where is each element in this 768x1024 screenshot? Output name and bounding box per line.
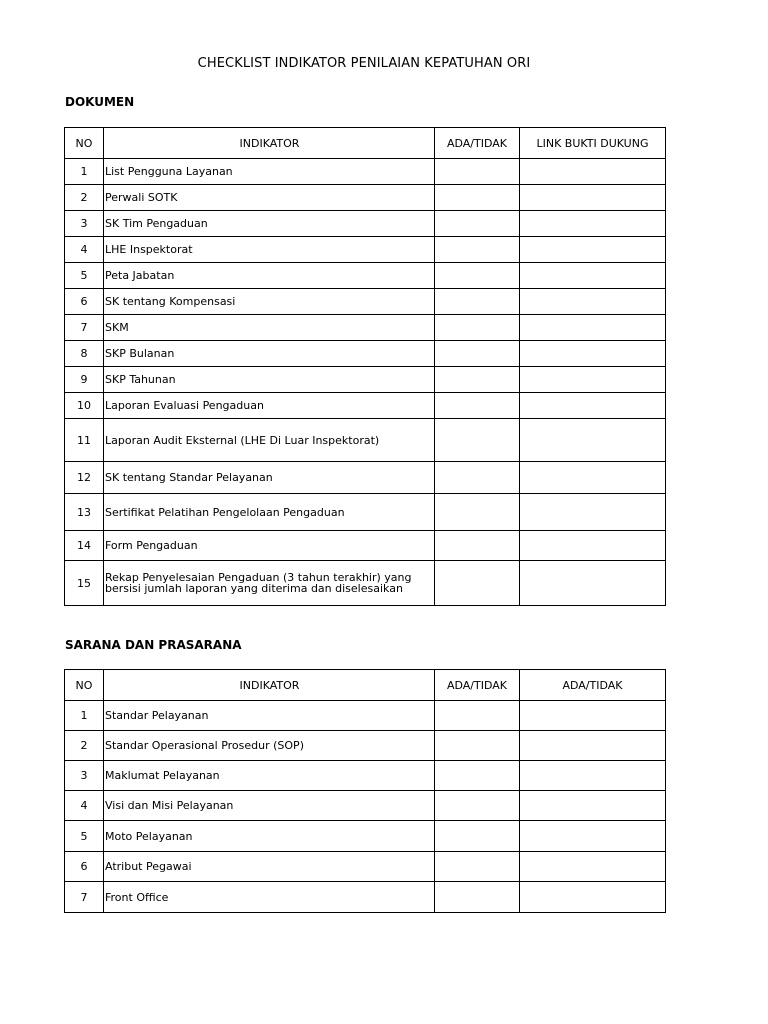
row-link-cell[interactable] — [520, 315, 666, 341]
section-title-sarana: SARANA DAN PRASARANA — [65, 638, 242, 652]
table-row — [65, 159, 666, 185]
row-no: 2 — [65, 185, 104, 211]
row-ada-tidak-cell[interactable] — [435, 494, 520, 531]
row-link-cell[interactable] — [520, 341, 666, 367]
row-no: 11 — [65, 419, 104, 462]
row-link-cell[interactable] — [520, 159, 666, 185]
row-link-cell[interactable] — [520, 393, 666, 419]
row-ada-tidak-cell-2[interactable] — [520, 882, 666, 913]
table-row — [65, 185, 666, 211]
row-ada-tidak-cell[interactable] — [435, 393, 520, 419]
table-row — [65, 419, 666, 462]
table-row — [65, 791, 666, 821]
row-no: 13 — [65, 494, 104, 531]
header-link-bukti: LINK BUKTI DUKUNG — [520, 128, 666, 159]
row-no: 5 — [65, 821, 104, 852]
header-ada-tidak: ADA/TIDAK — [435, 670, 520, 701]
row-ada-tidak-cell[interactable] — [435, 791, 520, 821]
table-row — [65, 701, 666, 731]
row-no: 3 — [65, 761, 104, 791]
section-title-dokumen: DOKUMEN — [65, 95, 135, 109]
row-ada-tidak-cell[interactable] — [435, 367, 520, 393]
row-indikator: LHE Inspektorat — [104, 237, 435, 263]
row-indikator: SKP Bulanan — [104, 341, 435, 367]
row-link-cell[interactable] — [520, 367, 666, 393]
row-no: 1 — [65, 159, 104, 185]
row-indikator: Standar Operasional Prosedur (SOP) — [104, 731, 435, 761]
row-no: 15 — [65, 561, 104, 606]
row-indikator: Form Pengaduan — [104, 531, 435, 561]
row-ada-tidak-cell-2[interactable] — [520, 731, 666, 761]
row-no: 12 — [65, 462, 104, 494]
row-indikator: Rekap Penyelesaian Pengaduan (3 tahun terakhir) yang bersisi jumlah laporan yang diterima dan diselesaikan — [104, 561, 435, 606]
row-indikator: Maklumat Pelayanan — [104, 761, 435, 791]
row-no: 3 — [65, 211, 104, 237]
row-ada-tidak-cell[interactable] — [435, 852, 520, 882]
table-row — [65, 393, 666, 419]
row-no: 7 — [65, 315, 104, 341]
row-ada-tidak-cell[interactable] — [435, 185, 520, 211]
row-indikator: Sertifikat Pelatihan Pengelolaan Pengaduan — [104, 494, 435, 531]
header-no: NO — [65, 128, 104, 159]
row-no: 8 — [65, 341, 104, 367]
table-row — [65, 263, 666, 289]
row-no: 6 — [65, 852, 104, 882]
row-indikator: Laporan Evaluasi Pengaduan — [104, 393, 435, 419]
row-no: 4 — [65, 237, 104, 263]
row-no: 14 — [65, 531, 104, 561]
row-ada-tidak-cell[interactable] — [435, 341, 520, 367]
row-ada-tidak-cell[interactable] — [435, 531, 520, 561]
row-link-cell[interactable] — [520, 289, 666, 315]
row-link-cell[interactable] — [520, 185, 666, 211]
table-row — [65, 341, 666, 367]
table-row — [65, 821, 666, 852]
row-indikator: SKM — [104, 315, 435, 341]
row-no: 5 — [65, 263, 104, 289]
row-ada-tidak-cell[interactable] — [435, 211, 520, 237]
row-link-cell[interactable] — [520, 211, 666, 237]
row-link-cell[interactable] — [520, 263, 666, 289]
row-ada-tidak-cell-2[interactable] — [520, 791, 666, 821]
table-row — [65, 561, 666, 606]
table-row — [65, 494, 666, 531]
row-ada-tidak-cell-2[interactable] — [520, 761, 666, 791]
row-link-cell[interactable] — [520, 462, 666, 494]
row-ada-tidak-cell[interactable] — [435, 289, 520, 315]
row-ada-tidak-cell[interactable] — [435, 701, 520, 731]
row-indikator: Laporan Audit Eksternal (LHE Di Luar Inspektorat) — [104, 419, 435, 462]
table-row — [65, 531, 666, 561]
header-ada-tidak: ADA/TIDAK — [435, 128, 520, 159]
header-indikator: INDIKATOR — [104, 670, 435, 701]
row-link-cell[interactable] — [520, 494, 666, 531]
row-link-cell[interactable] — [520, 531, 666, 561]
row-indikator: SK tentang Standar Pelayanan — [104, 462, 435, 494]
table-row — [65, 761, 666, 791]
row-no: 2 — [65, 731, 104, 761]
row-ada-tidak-cell-2[interactable] — [520, 852, 666, 882]
row-indikator: Standar Pelayanan — [104, 701, 435, 731]
row-ada-tidak-cell-2[interactable] — [520, 701, 666, 731]
row-ada-tidak-cell[interactable] — [435, 821, 520, 852]
row-no: 9 — [65, 367, 104, 393]
row-no: 10 — [65, 393, 104, 419]
table-row — [65, 315, 666, 341]
table-row — [65, 462, 666, 494]
row-indikator: Peta Jabatan — [104, 263, 435, 289]
header-no: NO — [65, 670, 104, 701]
row-ada-tidak-cell[interactable] — [435, 761, 520, 791]
document-title: CHECKLIST INDIKATOR PENILAIAN KEPATUHAN ORI — [197, 56, 531, 71]
row-no: 7 — [65, 882, 104, 913]
row-indikator: SKP Tahunan — [104, 367, 435, 393]
row-ada-tidak-cell[interactable] — [435, 315, 520, 341]
table-row — [65, 882, 666, 913]
row-ada-tidak-cell[interactable] — [435, 419, 520, 462]
table-row — [65, 289, 666, 315]
table-row — [65, 367, 666, 393]
row-ada-tidak-cell[interactable] — [435, 462, 520, 494]
row-ada-tidak-cell[interactable] — [435, 237, 520, 263]
row-link-cell[interactable] — [520, 419, 666, 462]
row-no: 6 — [65, 289, 104, 315]
row-indikator: Front Office — [104, 882, 435, 913]
table-row — [65, 211, 666, 237]
table-row — [65, 852, 666, 882]
table-row — [65, 237, 666, 263]
row-ada-tidak-cell[interactable] — [435, 731, 520, 761]
row-ada-tidak-cell[interactable] — [435, 561, 520, 606]
table-header-row — [65, 128, 666, 159]
row-indikator: SK Tim Pengaduan — [104, 211, 435, 237]
dokumen-table — [64, 127, 666, 606]
row-no: 1 — [65, 701, 104, 731]
table-row — [65, 731, 666, 761]
row-indikator: SK tentang Kompensasi — [104, 289, 435, 315]
row-indikator: Visi dan Misi Pelayanan — [104, 791, 435, 821]
row-ada-tidak-cell[interactable] — [435, 882, 520, 913]
row-indikator: List Pengguna Layanan — [104, 159, 435, 185]
row-ada-tidak-cell-2[interactable] — [520, 821, 666, 852]
row-indikator: Moto Pelayanan — [104, 821, 435, 852]
row-indikator: Perwali SOTK — [104, 185, 435, 211]
row-no: 4 — [65, 791, 104, 821]
row-indikator: Atribut Pegawai — [104, 852, 435, 882]
row-ada-tidak-cell[interactable] — [435, 159, 520, 185]
header-indikator: INDIKATOR — [104, 128, 435, 159]
row-link-cell[interactable] — [520, 561, 666, 606]
row-link-cell[interactable] — [520, 237, 666, 263]
sarana-table — [64, 669, 666, 913]
row-ada-tidak-cell[interactable] — [435, 263, 520, 289]
table-header-row — [65, 670, 666, 701]
header-ada-tidak-2: ADA/TIDAK — [520, 670, 666, 701]
